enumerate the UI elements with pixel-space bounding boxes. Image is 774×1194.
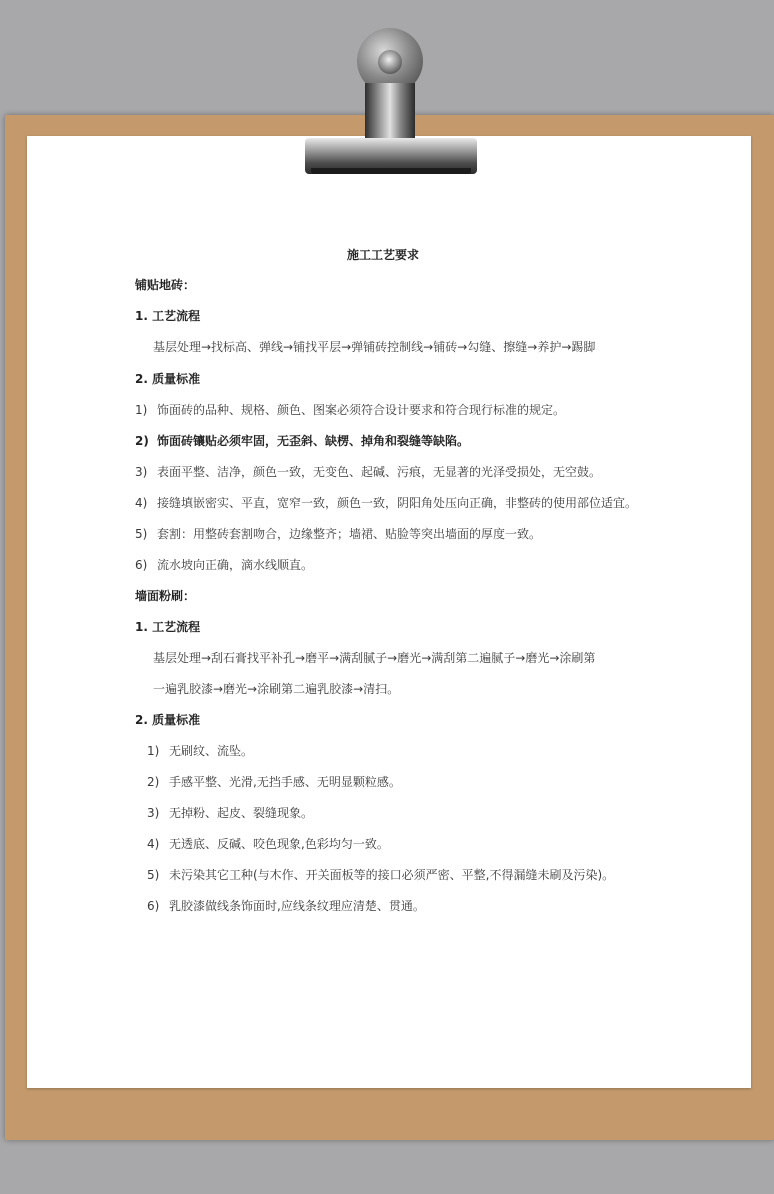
list-item: 1) 无刷纹、流坠。 [147, 744, 254, 758]
list-item: 3) 表面平整、洁净，颜色一致，无变色、起碱、污痕，无显著的光泽受损处，无空鼓。 [135, 465, 602, 479]
process-heading: 1. 工艺流程 [135, 620, 201, 634]
list-item: 2) 饰面砖镶贴必须牢固，无歪斜、缺楞、掉角和裂缝等缺陷。 [135, 434, 470, 448]
list-item: 1) 饰面砖的品种、规格、颜色、图案必须符合设计要求和符合现行标准的规定。 [135, 403, 566, 417]
process-text: 一遍乳胶漆→磨光→涂刷第二遍乳胶漆→清扫。 [153, 682, 400, 696]
process-text: 基层处理→找标高、弹线→铺找平层→弹铺砖控制线→铺砖→勾缝、擦缝→养护→踢脚 [153, 340, 596, 354]
list-item: 2) 手感平整、光滑,无挡手感、无明显颗粒感。 [147, 775, 401, 789]
list-item: 5) 未污染其它工种(与木作、开关面板等的接口必须严密、平整,不得漏缝未刷及污染)。 [147, 868, 615, 882]
list-item: 3) 无掉粉、起皮、裂缝现象。 [147, 806, 314, 820]
list-item: 6) 流水坡向正确，滴水线顺直。 [135, 558, 314, 572]
quality-heading: 2. 质量标准 [135, 372, 201, 386]
list-item: 6) 乳胶漆做线条饰面时,应线条纹理应清楚、贯通。 [147, 899, 425, 913]
list-item: 5) 套割：用整砖套割吻合，边缘整齐；墙裙、贴脸等突出墙面的厚度一致。 [135, 527, 542, 541]
section-heading-wall-paint: 墙面粉刷： [135, 589, 196, 603]
section-heading-floor-tiles: 铺贴地砖： [135, 278, 196, 292]
process-text: 基层处理→刮石膏找平补孔→磨平→满刮腻子→磨光→满刮第二遍腻子→磨光→涂刷第 [153, 651, 596, 665]
document-title: 施工工艺要求 [347, 248, 420, 262]
process-heading: 1. 工艺流程 [135, 309, 201, 323]
quality-heading: 2. 质量标准 [135, 713, 201, 727]
list-item: 4) 无透底、反碱、咬色现象,色彩均匀一致。 [147, 837, 389, 851]
list-item: 4) 接缝填嵌密实、平直，宽窄一致，颜色一致，阴阳角处压向正确，非整砖的使用部位适宜。 [135, 496, 638, 510]
binder-clip-icon [305, 28, 477, 178]
